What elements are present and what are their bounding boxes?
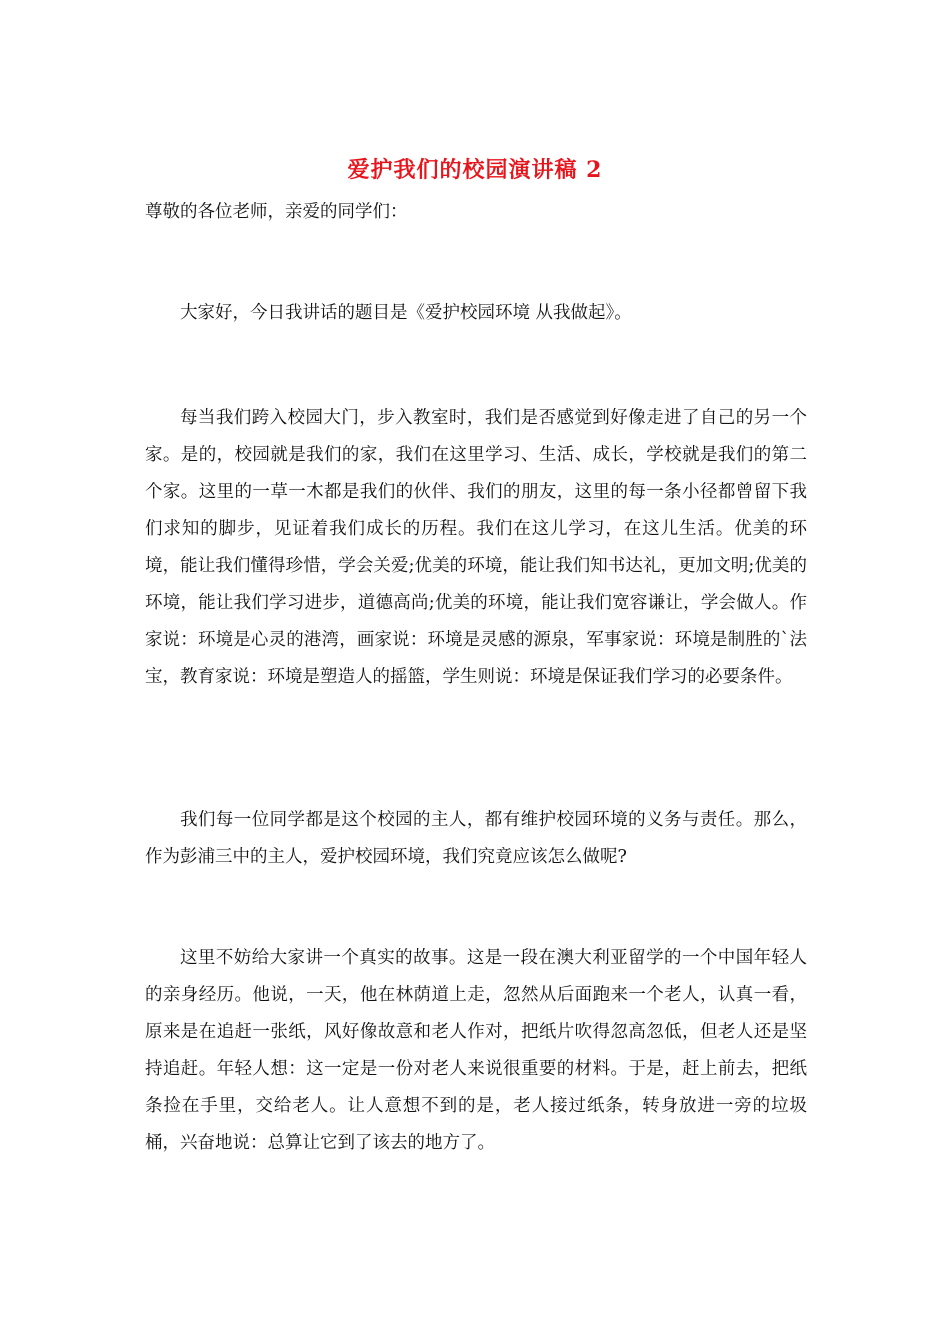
salutation: 尊敬的各位老师，亲爱的同学们：	[145, 202, 408, 222]
paragraph-greeting: 大家好，今日我讲话的题目是《爱护校园环境 从我做起》。	[180, 303, 632, 323]
document-title: 爱护我们的校园演讲稿 2	[347, 157, 603, 183]
paragraph-responsibility: 我们每一位同学都是这个校园的主人，都有维护校园环境的义务与责任。那么，作为彭浦三中的主人，爱护校园环境，我们究竟应该怎么做呢?	[145, 810, 807, 867]
paragraph-campus-home: 每当我们跨入校园大门，步入教室时，我们是否感觉到好像走进了自己的另一个家。是的，校园就是我们的家，我们在这里学习、生活、成长，学校就是我们的第二个家。这里的一草一木都是我们的伙伴、我们的朋友，这里的每一条小径都曾留下我们求知的脚步，见证着我们成长的历程。我们在这儿学习，在这儿生活。优美的环境，能让我们懂得珍惜，学会关爱;优美的环境，能让我们知书达礼，更加文明;优美的环境，能让我们学习进步，道德高尚;优美的环境，能让我们宽容谦让，学会做人。作家说：环境是心灵的港湾，画家说：环境是灵感的源泉，军事家说：环境是制胜的`法宝，教育家说：环境是塑造人的摇篮，学生则说：环境是保证我们学习的必要条件。	[145, 408, 807, 687]
paragraph-story: 这里不妨给大家讲一个真实的故事。这是一段在澳大利亚留学的一个中国年轻人的亲身经历。他说，一天，他在林荫道上走，忽然从后面跑来一个老人，认真一看，原来是在追赶一张纸，风好像故意和老人作对，把纸片吹得忽高忽低，但老人还是坚持追赶。年轻人想：这一定是一份对老人来说很重要的材料。于是，赶上前去，把纸条捡在手里，交给老人。让人意想不到的是，老人接过纸条，转身放进一旁的垃圾桶，兴奋地说：总算让它到了该去的地方了。	[145, 948, 807, 1153]
